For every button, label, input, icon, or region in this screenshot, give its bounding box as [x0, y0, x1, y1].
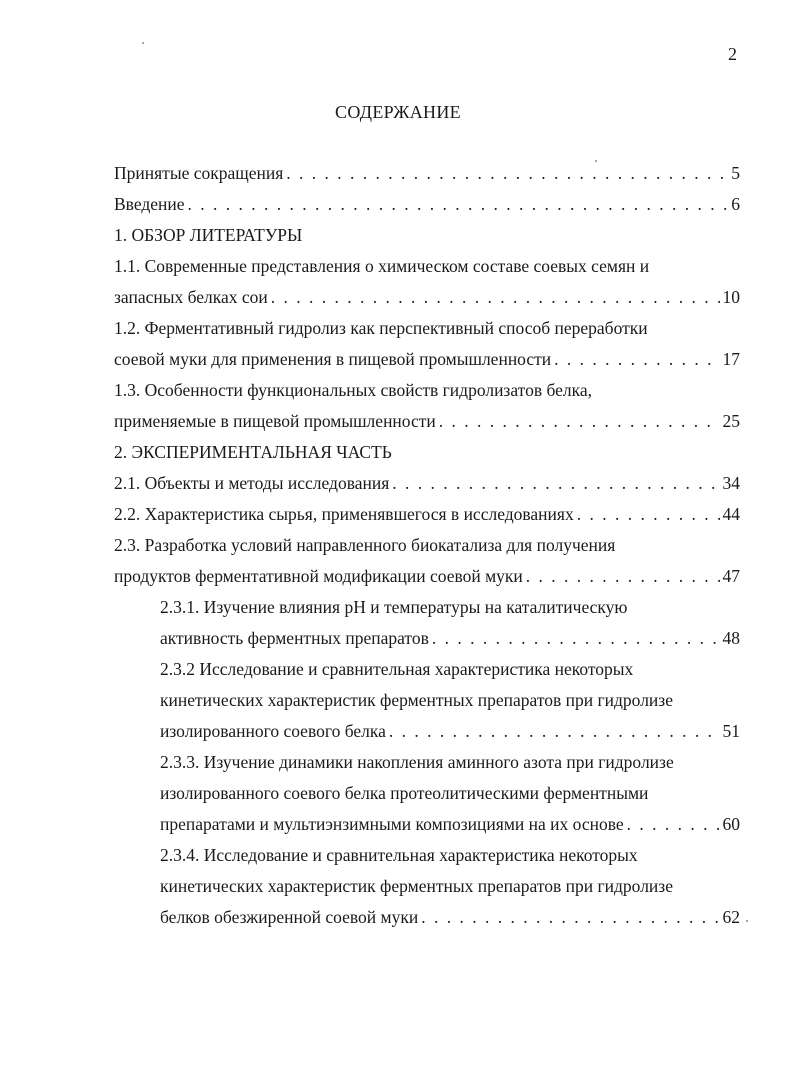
toc-entry-last-line [160, 716, 740, 747]
toc-entry-last-line [114, 189, 740, 220]
toc-entry[interactable] [114, 251, 740, 313]
toc-entry-title: 2. ЭКСПЕРИМЕНТАЛЬНАЯ ЧАСТЬ [114, 442, 392, 462]
toc-entry-last-line [160, 809, 740, 840]
toc-entry[interactable] [114, 189, 740, 220]
toc-page-number: 10 [722, 287, 740, 307]
toc-page-number: 6 [731, 194, 740, 214]
dot-leader [389, 716, 720, 747]
scan-speck [142, 42, 144, 44]
scan-speck [746, 920, 748, 922]
toc-entry-title: соевой муки для применения в пищевой промышленности [114, 349, 552, 369]
toc-entry-last-line [114, 220, 740, 251]
toc-page-number: 62 [722, 907, 740, 927]
toc-entry-title: продуктов ферментативной модификации соевой муки [114, 566, 523, 586]
toc-entry-title: 1. ОБЗОР ЛИТЕРАТУРЫ [114, 225, 303, 245]
toc-entry-line: 1.2. Ферментативный гидролиз как перспективный способ переработки [114, 318, 648, 338]
toc-entry-line: 2.3.4. Исследование и сравнительная характеристика некоторых [160, 845, 638, 865]
toc-entry-title: изолированного соевого белка [160, 721, 386, 741]
scan-speck [595, 160, 597, 162]
toc-entry-line: 2.3.3. Изучение динамики накопления аминного азота при гидролизе [160, 752, 674, 772]
toc-entry[interactable] [114, 437, 740, 468]
toc-entry-last-line [114, 282, 740, 313]
toc-entry[interactable] [114, 530, 740, 592]
dot-leader [271, 282, 720, 313]
toc-entry-title: препаратами и мультиэнзимными композициями на их основе [160, 814, 624, 834]
toc-page-number: 60 [722, 814, 740, 834]
toc-entry-line: 2.3. Разработка условий направленного биокатализа для получения [114, 535, 616, 555]
dot-leader [286, 158, 728, 189]
page-number: 2 [728, 44, 737, 64]
toc-page-number: 17 [722, 349, 740, 369]
toc-entry-last-line [114, 561, 740, 592]
toc-entry[interactable] [114, 654, 740, 747]
dot-leader [432, 623, 720, 654]
toc-page-number: 44 [722, 504, 740, 524]
toc-entry-last-line [114, 499, 740, 530]
toc-entry[interactable] [114, 158, 740, 189]
toc-entry-last-line [114, 468, 740, 499]
toc-entry-title: 2.2. Характеристика сырья, применявшегося в исследованиях [114, 504, 574, 524]
toc-entry-last-line [160, 623, 740, 654]
dot-leader [392, 468, 719, 499]
toc-entry[interactable] [114, 468, 740, 499]
table-of-contents [114, 158, 740, 933]
toc-entry-title: Введение [114, 194, 185, 214]
toc-entry-title: применяемые в пищевой промышленности [114, 411, 436, 431]
toc-entry-line: 1.3. Особенности функциональных свойств гидролизатов белка, [114, 380, 593, 400]
toc-entry-line: 2.3.1. Изучение влияния pH и температуры на каталитическую [160, 597, 628, 617]
toc-entry-last-line [114, 437, 740, 468]
toc-entry-line: 1.1. Современные представления о химическом составе соевых семян и [114, 256, 650, 276]
toc-entry-title: белков обезжиренной соевой муки [160, 907, 419, 927]
toc-entry[interactable] [114, 220, 740, 251]
dot-leader [627, 809, 720, 840]
dot-leader [439, 406, 720, 437]
toc-entry[interactable] [114, 592, 740, 654]
toc-entry[interactable] [114, 747, 740, 840]
toc-entry-line: кинетических характеристик ферментных препаратов при гидролизе [160, 690, 673, 710]
toc-entry[interactable] [114, 313, 740, 375]
toc-page-number: 47 [722, 566, 740, 586]
toc-entry-title: активность ферментных препаратов [160, 628, 429, 648]
toc-page-number: 48 [722, 628, 740, 648]
toc-entry[interactable] [114, 499, 740, 530]
toc-page-number: 25 [722, 411, 740, 431]
toc-page-number: 34 [722, 473, 740, 493]
dot-leader [554, 344, 719, 375]
dot-leader [188, 189, 729, 220]
toc-entry-last-line [114, 406, 740, 437]
toc-page-number: 5 [731, 163, 740, 183]
toc-entry-last-line [160, 902, 740, 933]
toc-entry-title: 2.1. Объекты и методы исследования [114, 473, 390, 493]
toc-entry-line: 2.3.2 Исследование и сравнительная характеристика некоторых [160, 659, 634, 679]
dot-leader [421, 902, 719, 933]
page-title: СОДЕРЖАНИЕ [335, 102, 461, 122]
dot-leader [577, 499, 720, 530]
toc-entry[interactable] [114, 840, 740, 933]
toc-entry-line: изолированного соевого белка протеолитическими ферментными [160, 783, 649, 803]
toc-entry-title: запасных белках сои [114, 287, 268, 307]
toc-page-number: 51 [722, 721, 740, 741]
toc-entry-line: кинетических характеристик ферментных препаратов при гидролизе [160, 876, 673, 896]
toc-entry[interactable] [114, 375, 740, 437]
toc-entry-last-line [114, 158, 740, 189]
toc-entry-title: Принятые сокращения [114, 163, 284, 183]
toc-entry-last-line [114, 344, 740, 375]
dot-leader [526, 561, 720, 592]
